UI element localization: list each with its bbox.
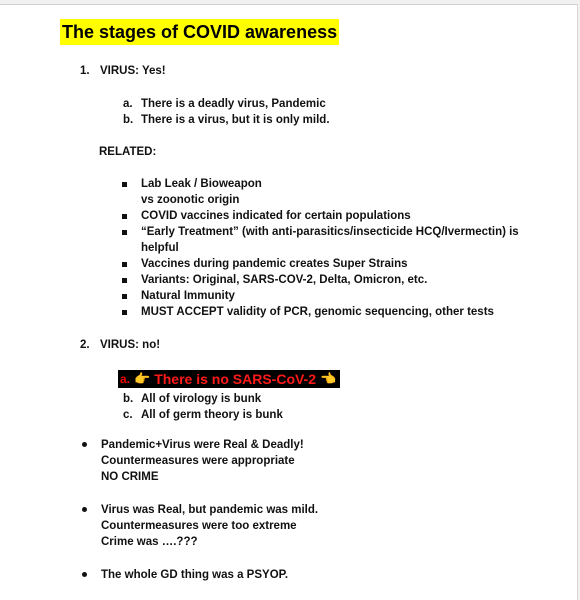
pointing-right-icon: 👉 [134, 371, 151, 386]
section1-marker: 1. [80, 65, 90, 77]
document-title: The stages of COVID awareness [60, 19, 339, 45]
related-item-super-strains: Vaccines during pandemic creates Super Strains [141, 258, 408, 270]
related-bullet [122, 310, 127, 315]
bullet-item-psyop: The whole GD thing was a PSYOP. [101, 569, 289, 581]
pointing-left-icon: 👈 [320, 371, 337, 386]
highlighted-subitem-text: There is no SARS-CoV-2 [154, 371, 317, 387]
related-item-variants: Variants: Original, SARS-COV-2, Delta, Omicron, etc. [141, 274, 428, 286]
related-bullet [122, 182, 127, 187]
section2-subitem-c: All of germ theory is bunk [141, 409, 283, 421]
section1-subitem-a: There is a deadly virus, Pandemic [141, 98, 326, 110]
highlighted-subitem-marker: a. [120, 372, 131, 386]
related-item-vaccines: COVID vaccines indicated for certain populations [141, 210, 411, 222]
related-bullet [122, 214, 127, 219]
bullet-item-mild-line3: Crime was ….??? [101, 536, 198, 548]
related-item-pcr: MUST ACCEPT validity of PCR, genomic sequencing, other tests [141, 306, 494, 318]
related-bullet [122, 262, 127, 267]
bullet-item-mild: Virus was Real, but pandemic was mild. [101, 504, 319, 516]
section2-subitem-b: All of virology is bunk [141, 393, 262, 405]
section2-subitem-b-marker: b. [123, 393, 134, 405]
bullet-item-real-deadly-line2: Countermeasures were appropriate [101, 455, 295, 467]
related-item-early-treatment-cont: helpful [141, 242, 179, 254]
bullet-dot [82, 507, 87, 512]
related-item-lab-leak-cont: vs zoonotic origin [141, 194, 240, 206]
section2-marker: 2. [80, 339, 90, 351]
bullet-item-real-deadly: Pandemic+Virus were Real & Deadly! [101, 439, 304, 451]
bullet-dot [82, 442, 87, 447]
related-bullet [122, 294, 127, 299]
section1-subitem-b-marker: b. [123, 114, 134, 126]
section1-subitem-b: There is a virus, but it is only mild. [141, 114, 330, 126]
related-item-early-treatment: “Early Treatment” (with anti-parasitics/insecticide HCQ/Ivermectin) is [141, 226, 519, 238]
section2-label: VIRUS: no! [100, 339, 161, 351]
related-bullet [122, 230, 127, 235]
section1-subitem-a-marker: a. [123, 98, 133, 110]
bullet-item-real-deadly-line3: NO CRIME [101, 471, 159, 483]
bullet-item-mild-line2: Countermeasures were too extreme [101, 520, 297, 532]
bullet-dot [82, 572, 87, 577]
related-label: RELATED: [99, 146, 157, 158]
highlighted-subitem [118, 370, 340, 388]
section2-subitem-c-marker: c. [123, 409, 133, 421]
related-bullet [122, 278, 127, 283]
document-page [0, 4, 578, 600]
related-item-natural-immunity: Natural Immunity [141, 290, 235, 302]
section1-label: VIRUS: Yes! [100, 65, 166, 77]
related-item-lab-leak: Lab Leak / Bioweapon [141, 178, 262, 190]
